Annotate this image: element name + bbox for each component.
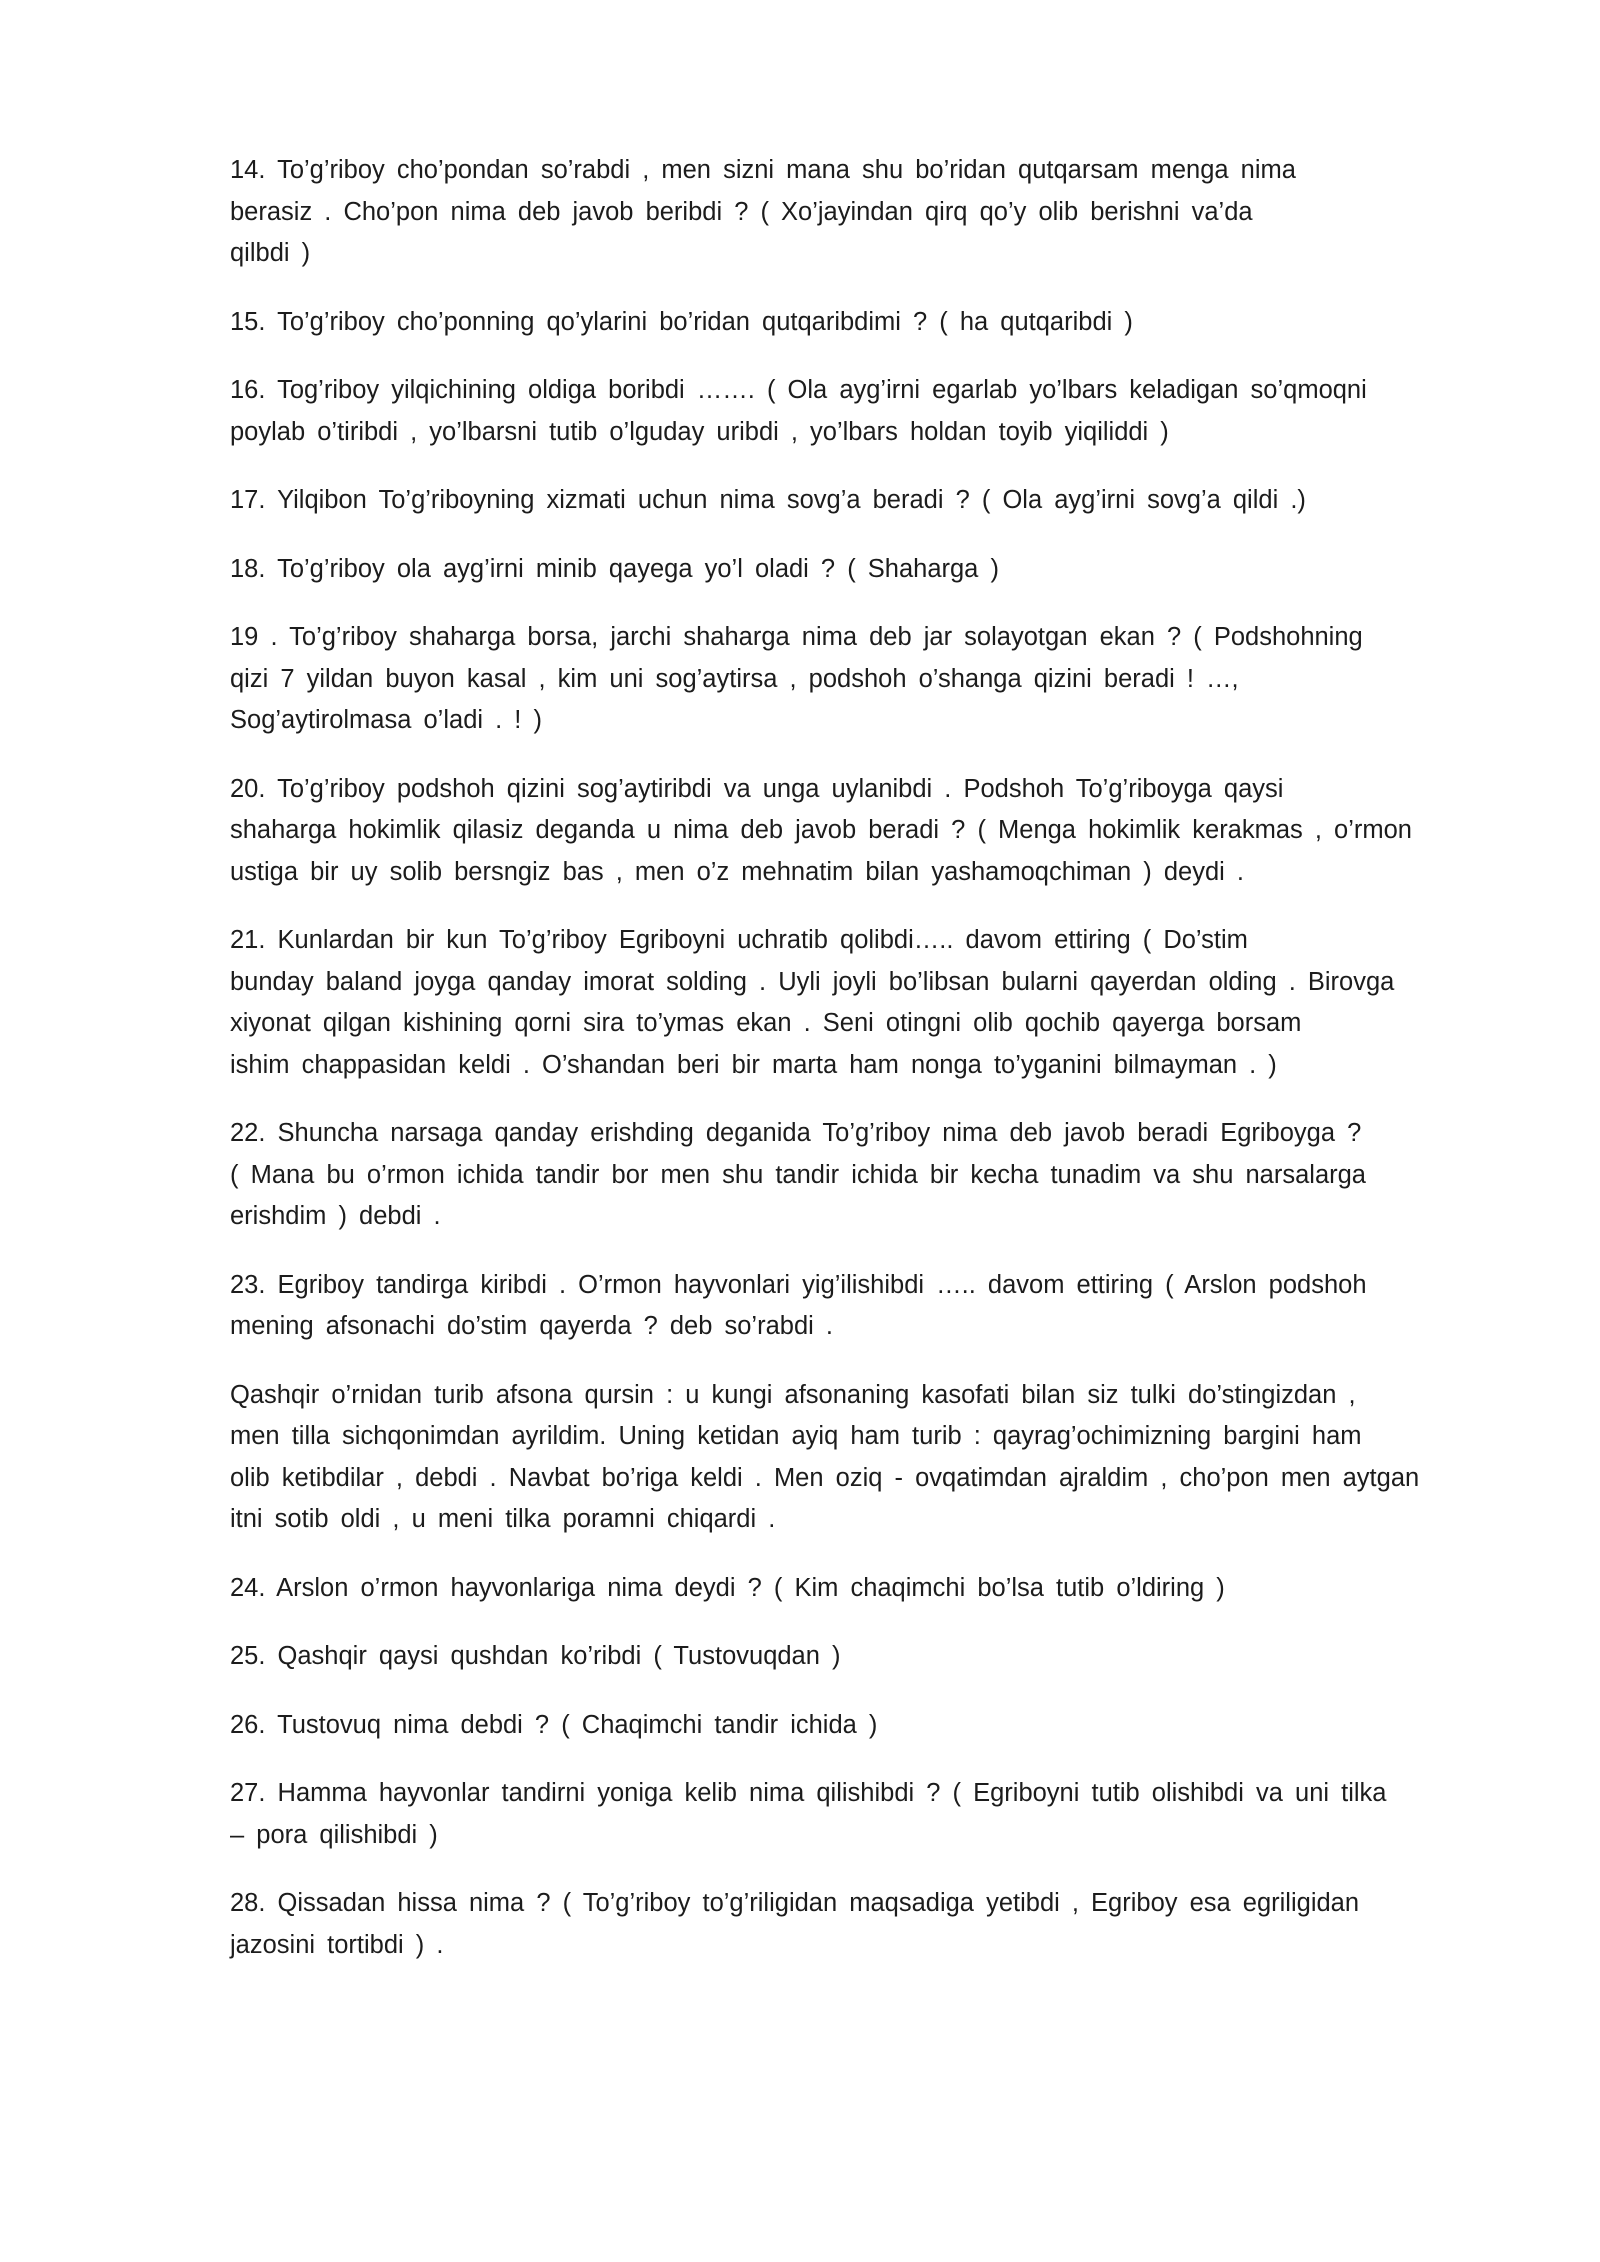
paragraph-16 (230, 370, 1490, 453)
text-line: 20. To’g’riboy podshoh qizini sog’aytiribdi va unga uylanibdi . Podshoh To’g’riboyga qaysi (230, 774, 1284, 803)
text-line: ustiga bir uy solib bersngiz bas , men o’z mehnatim bilan yashamoqchiman ) deydi . (230, 857, 1244, 886)
text-line: itni sotib oldi , u meni tilka poramni chiqardi . (230, 1505, 776, 1533)
text-line: bunday baland joyga qanday imorat solding . Uyli joyli bo’libsan bularni qayerdan olding . Birovga (230, 967, 1395, 996)
text-line: 24. Arslon o’rmon hayvonlariga nima deydi ? ( Kim chaqimchi bo’lsa tutib o’ldiring ) (230, 1573, 1225, 1602)
paragraph-23-continued (230, 1375, 1490, 1541)
document-page (230, 150, 1490, 1993)
text-line: 28. Qissadan hissa nima ? ( To’g’riboy to’g’riligidan maqsadiga yetibdi , Egriboy esa egriligidan (230, 1889, 1360, 1917)
text-line: erishdim ) debdi . (230, 1202, 441, 1230)
text-line: mening afsonachi do’stim qayerda ? deb so’rabdi . (230, 1312, 833, 1340)
paragraph-26 (230, 1705, 1490, 1747)
text-line: olib ketibdilar , debdi . Navbat bo’riga keldi . Men oziq - ovqatimdan ajraldim , cho’pon men aytgan (230, 1463, 1420, 1492)
text-line: 19 . To’g’riboy shaharga borsa, jarchi shaharga nima deb jar solayotgan ekan ? ( Podshohning (230, 623, 1363, 651)
paragraph-14 (230, 150, 1490, 275)
paragraph-20 (230, 769, 1490, 894)
text-line: xiyonat qilgan kishining qorni sira to’ymas ekan . Seni otingni olib qochib qayerga borsam (230, 1009, 1302, 1037)
paragraph-24 (230, 1568, 1490, 1610)
text-line: ( Mana bu o’rmon ichida tandir bor men shu tandir ichida bir kecha tunadim va shu narsalarga (230, 1160, 1366, 1189)
text-line: 27. Hamma hayvonlar tandirni yoniga kelib nima qilishibdi ? ( Egriboyni tutib olishibdi va uni tilka (230, 1779, 1387, 1807)
paragraph-15 (230, 302, 1490, 344)
text-line: 23. Egriboy tandirga kiribdi . O’rmon hayvonlari yig’ilishibdi ….. davom ettiring ( Arslon podshoh (230, 1270, 1367, 1299)
text-line: Sog’aytirolmasa o’ladi . ! ) (230, 706, 542, 734)
text-line: 14. To’g’riboy cho’pondan so’rabdi , men sizni mana shu bo’ridan qutqarsam menga nima (230, 156, 1296, 184)
text-line: berasiz . Cho’pon nima deb javob beribdi ? ( Xo’jayindan qirq qo’y olib berishni va’da (230, 197, 1253, 226)
text-line: 15. To’g’riboy cho’ponning qo’ylarini bo’ridan qutqaribdimi ? ( ha qutqaribdi ) (230, 307, 1133, 336)
text-line: shaharga hokimlik qilasiz deganda u nima deb javob beradi ? ( Menga hokimlik kerakmas , o’rmon (230, 816, 1412, 844)
text-line: jazosini tortibdi ) . (230, 1930, 444, 1959)
text-line: ishim chappasidan keldi . O’shandan beri bir marta ham nonga to’yganini bilmayman . ) (230, 1050, 1277, 1079)
text-line: – pora qilishibdi ) (230, 1820, 438, 1849)
paragraph-23 (230, 1265, 1490, 1348)
paragraph-17 (230, 480, 1490, 522)
paragraph-19 (230, 617, 1490, 742)
paragraph-22 (230, 1113, 1490, 1238)
text-line: 22. Shuncha narsaga qanday erishding deganida To’g’riboy nima deb javob beradi Egriboyga ? (230, 1119, 1362, 1147)
paragraph-27 (230, 1773, 1490, 1856)
text-line: Qashqir o’rnidan turib afsona qursin : u kungi afsonaning kasofati bilan siz tulki do’stingizdan , (230, 1380, 1356, 1409)
text-line: 18. To’g’riboy ola ayg’irni minib qayega yo’l oladi ? ( Shaharga ) (230, 554, 999, 583)
paragraph-28 (230, 1883, 1490, 1966)
text-line: qizi 7 yildan buyon kasal , kim uni sog’aytirsa , podshoh o’shanga qizini beradi ! …, (230, 664, 1239, 693)
paragraph-25 (230, 1636, 1490, 1678)
text-line: 17. Yilqibon To’g’riboyning xizmati uchun nima sovg’a beradi ? ( Ola ayg’irni sovg’a qildi .) (230, 486, 1306, 514)
text-line: 25. Qashqir qaysi qushdan ko’ribdi ( Tustovuqdan ) (230, 1642, 841, 1670)
paragraph-18 (230, 549, 1490, 591)
text-line: poylab o’tiribdi , yo’lbarsni tutib o’lguday uribdi , yo’lbars holdan toyib yiqiliddi ) (230, 417, 1169, 446)
text-line: 16. Tog’riboy yilqichining oldiga boribdi ……. ( Ola ayg’irni egarlab yo’lbars keladigan so’qmoqni (230, 376, 1367, 404)
text-line: 26. Tustovuq nima debdi ? ( Chaqimchi tandir ichida ) (230, 1710, 878, 1739)
text-line: 21. Kunlardan bir kun To’g’riboy Egriboyni uchratib qolibdi….. davom ettiring ( Do’stim (230, 926, 1248, 954)
text-line: men tilla sichqonimdan ayrildim. Uning ketidan ayiq ham turib : qayrag’ochimizning bargini ham (230, 1422, 1362, 1450)
paragraph-21 (230, 920, 1490, 1086)
text-line: qilbdi ) (230, 239, 311, 267)
